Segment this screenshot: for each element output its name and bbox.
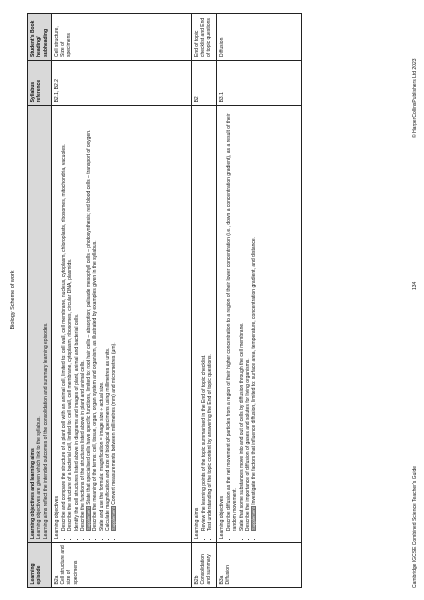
objectives-cell: [191, 105, 216, 542]
table-row: [191, 14, 216, 588]
episode-code: B3a: [218, 575, 225, 585]
running-title: Biology Scheme of work: [10, 270, 16, 330]
footer-copyright: © HarperCollinsPublishers Ltd 2023: [412, 58, 418, 138]
episode-code: B2b: [193, 575, 200, 585]
list-item: • Describe the importance of diffusion of gases and solutes for living organisms.: [245, 108, 251, 531]
objectives-list: [61, 108, 117, 539]
list-item: • Supplement Investigate the factors that influence diffusion, limited to: surface area, temperature, concentration gradient, and distance.: [251, 108, 257, 531]
book-cell: Cell structure, Size of specimens: [51, 14, 191, 61]
header-syllabus-reference: Syllabus reference: [28, 60, 52, 105]
list-item: • State and use the formula: magnification = image size ÷ actual size.: [99, 108, 105, 531]
header-objectives-note-1: Learning objectives are given which link to the syllabus.: [36, 416, 43, 540]
syllabus-cell: B2.1, B2.2: [51, 60, 191, 105]
table-row: [51, 14, 191, 588]
episode-title: Consolidation and summary: [200, 554, 213, 585]
objectives-intro: Learning objectives: [218, 496, 225, 540]
objectives-list: [201, 108, 214, 539]
header-objectives-title: Learning objectives and learning aims: [30, 448, 36, 540]
footer-book-title: Cambridge IGCSE Combined Science Teacher's Guide: [412, 465, 418, 588]
list-item: • Supplement State that specialised cells have specific functions, limited to: root hair cells – absorption; palisade mesophyll cells – photosynthesis; red blood cells – transport of oxygen.: [86, 108, 92, 531]
list-item: • Describe the functions of the structures listed above in plant and animal cells.: [80, 108, 86, 531]
list-item: • Describe diffusion as the net movement of particles from a region of their higher concentration to a region of their lower concentration (i.e., down a concentration gradient), as a result of their random movement.: [226, 108, 239, 531]
objectives-cell: [51, 105, 191, 542]
objectives-list: [226, 108, 257, 539]
episode-title: Diffusion: [225, 565, 231, 585]
episode-cell: [216, 542, 301, 587]
episode-cell: [51, 542, 191, 587]
syllabus-cell: B2: [191, 60, 216, 105]
list-item: • Describe and compare the structure of a plant cell with an animal cell, limited to: cell wall, cell membrane, nucleus, cytoplasm, chloroplasts, ribosomes, mitochondria, vacuoles.: [61, 108, 67, 531]
table-row: [216, 14, 301, 588]
header-learning-episode: Learning episode: [28, 542, 52, 587]
list-item: • Test understanding of the topic content by answering the End of topic questions.: [207, 108, 213, 531]
supplement-tag: Supplement: [251, 507, 256, 531]
list-item: • Identify the cell structures listed above in diagrams and images of plant, animal and bacterial cells.: [74, 108, 80, 531]
episode-cell: [191, 542, 216, 587]
list-item: • State that some substances move into and out of cells by diffusion through the cell membrane.: [239, 108, 245, 531]
list-item: • Describe the structure of a bacterial cell, limited to: cell wall, cell membrane, cytoplasm, ribosomes, circular DNA, plasmids.: [67, 108, 73, 531]
scheme-of-work-table: [27, 13, 302, 588]
objectives-cell: [216, 105, 301, 542]
list-item: • Describe the meaning of the terms: cell, tissue, organ, organ system and organism, as illustrated by examples given in the syllabus.: [92, 108, 98, 531]
syllabus-cell: B3.1: [216, 60, 301, 105]
book-cell: Diffusion: [216, 14, 301, 61]
objectives-intro: Learning objectives: [53, 496, 60, 540]
book-cell: End of topic checklist and End of topic questions: [191, 14, 216, 61]
objectives-intro: Learning aims: [193, 507, 200, 540]
supplement-tag: Supplement: [111, 507, 116, 531]
header-students-book: Student's Book heading/ subheading: [28, 14, 52, 61]
list-item: • Review the learning points of the topic summarised in the End of topic checklist.: [201, 108, 207, 531]
episode-title: Cell structure and size of specimens: [60, 545, 79, 585]
table-header-row: [28, 14, 52, 588]
list-item: • Calculate magnification and size of biological specimens using millimetres as units.: [105, 108, 111, 531]
footer-page-number: 134: [412, 281, 418, 290]
supplement-tag: Supplement: [86, 507, 91, 531]
list-item: • Supplement Convert measurements between millimetres (mm) and micrometres (μm).: [111, 108, 117, 531]
episode-code: B2a: [53, 575, 60, 585]
header-objectives-note-2: Learning aims reflect the intended outcomes of the consolidation and summary learning episodes.: [42, 322, 49, 540]
header-learning-objectives: [28, 105, 52, 542]
